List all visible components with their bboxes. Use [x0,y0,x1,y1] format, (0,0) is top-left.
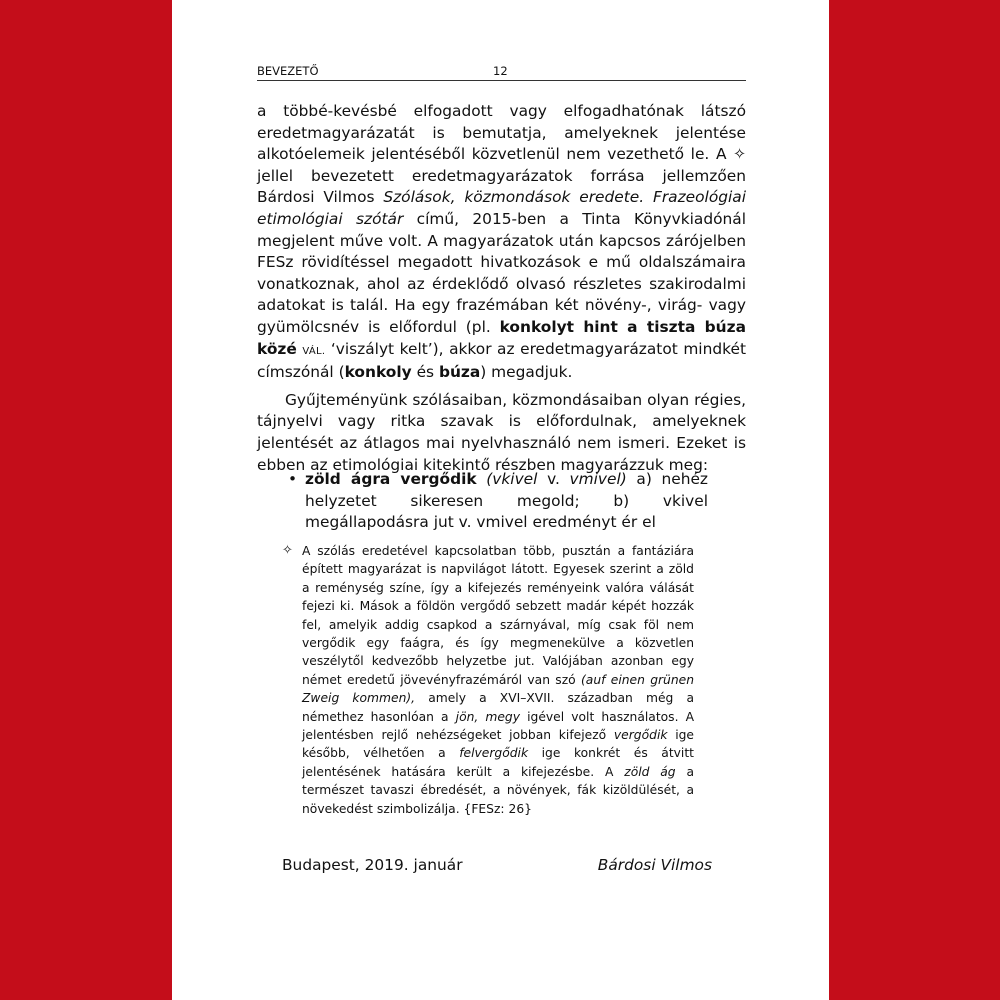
author-name: Bárdosi Vilmos [597,856,712,874]
book-title: Szólások, közmondások eredete. Frazeológiai etimológiai szótár [257,188,746,228]
note-text: A szólás eredetével kapcsolatban több, pusztán a fantáziára épített magyarázat is napvilágot látott. Egyesek szerint a zöld a reménység színe, így a kifejezés reményeink valóra válását fejezi ki. Mások a földön vergődő sebzett madár képét hozzák fel, amelyik addig csapkod a szárnyával, míg csak föl nem vergődik egy faágra, és így megmenekülve a közvetlen veszélytől kedvezőbb helyzetbe jut. Valójában azonban egy német eredetű jövevényfrazémáról van szó (auf einen grünen Zweig kommen), amely a XVI–XVII. században még a némethez hasonlóan a jön, megy igével volt használatos. A jelentésben rejlő nehézségeket jobban kifejező vergődik ige később, vélhetően a felvergődik ige konkrét és átvitt jelentésének hatására került a kifejezésbe. A zöld ág a természet tavaszi ébredését, a növények, fák kizöldülését, a növekedést szimbolizálja. {FESz: 26} [302,544,694,816]
running-header [257,64,746,81]
section-title: BEVEZETŐ [257,64,319,78]
star-icon: ✧ [282,543,293,558]
entry-text: zöld ágra vergődik (vkivel v. vmivel) a) nehéz helyzetet sikeresen megold; b) vkivel megállapodásra jut v. vmivel eredményt ér el [305,470,708,532]
book-page [172,0,829,1000]
page-number: 12 [493,64,508,78]
keyword-konkoly: konkoly [344,363,412,382]
paragraph-1: a többé-kevésbé elfogadott vagy elfogadhatónak látszó eredetmagyarázatát is bemutatja, amelyeknek jelentése alkotóelemeik jelentéséből közvetlenül nem vezethető le. A ✧ jellel bevezetett eredetmagyarázatok forrása jellemzően Bárdosi Vilmos Szólások, közmondások eredete. Frazeológiai etimológiai szótár című, 2015-ben a Tinta Könyvkiadónál megjelent műve volt. A magyarázatok után kapcsos zárójelben FESz rövidítéssel megadott hivatkozások e mű oldalszámaira vonatkoznak, ahol az érdeklődő olvasó részletes szakirodalmi adatokat is talál. Ha egy frazémában két növény-, virág- vagy gyümölcsnév is előfordul (pl. konkolyt hint a tiszta búza közé VÁL. ‘viszályt kelt’), akkor az eredetmagyarázatot mindkét címszónál (konkoly és búza) megadjuk. [257,102,746,382]
example-phrase: konkolyt hint a tiszta búza közé [257,317,746,358]
keyword-buza: búza [438,363,481,382]
bullet-icon: • [288,470,298,488]
definition: a) nehéz helyzetet sikeresen megold; b) vkivel megállapodásra jut v. vmivel eredményt ér el [305,470,708,532]
register-label: VÁL. [302,345,326,357]
left-red-border [0,0,172,1000]
paragraph-2: Gyűjteményünk szólásaiban, közmondásaiban olyan régies, tájnyelvi vagy ritka szavak is előfordulnak, amelyeknek jelentését az átlagos mai nyelvhasználó nem ismeri. Ezeket is ebben az etimológiai kitekintő részben magyarázzuk meg: [257,390,746,474]
right-red-border [829,0,1000,1000]
main-text [257,101,746,476]
etymology-note [282,542,694,818]
place-date: Budapest, 2019. január [282,856,463,874]
headword: zöld ágra vergődik [305,470,477,488]
dictionary-entry [288,469,708,534]
